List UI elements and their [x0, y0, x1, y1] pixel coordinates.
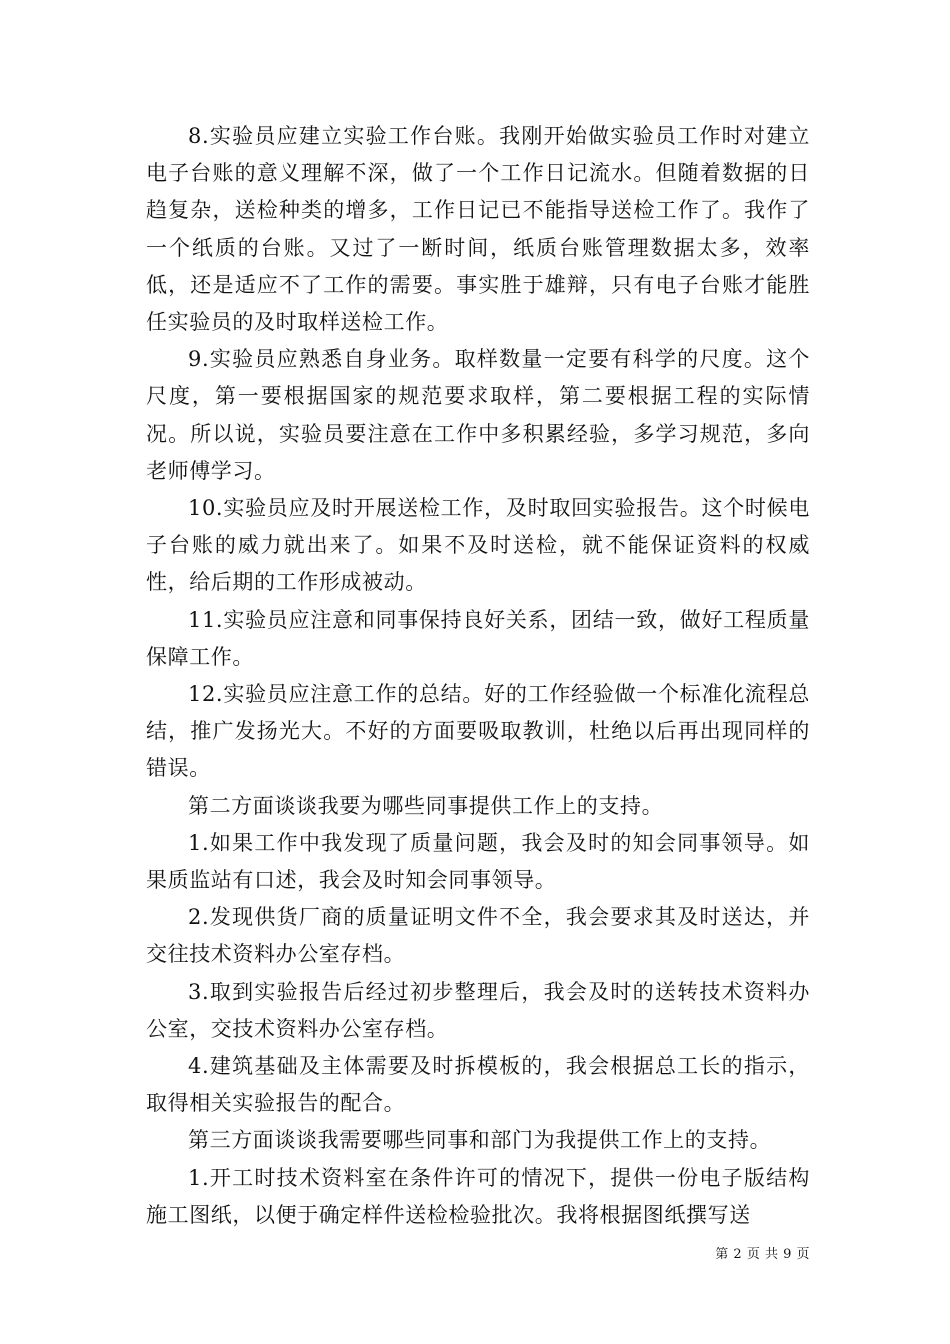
- section-two-item-3: 3.取到实验报告后经过初步整理后，我会及时的送转技术资料办公室，交技术资料办公室存档。: [146, 979, 810, 1041]
- paragraph-11-relations: 11.实验员应注意和同事保持良好关系，团结一致，做好工程质量保障工作。: [146, 607, 810, 669]
- paragraph-8-ledger: 8.实验员应建立实验工作台账。我刚开始做实验员工作时对建立电子台账的意义理解不深，做了一个工作日记流水。但随着数据的日趋复杂，送检种类的增多，工作日记已不能指导送检工作了。我作了一个纸质的台账。又过了一断时间，纸质台账管理数据太多，效率低，还是适应不了工作的需要。事实胜于雄辩，只有电子台账才能胜任实验员的及时取样送检工作。: [146, 124, 810, 335]
- paragraph-10-inspection: 10.实验员应及时开展送检工作，及时取回实验报告。这个时候电子台账的威力就出来了。如果不及时送检，就不能保证资料的权威性，给后期的工作形成被动。: [146, 496, 810, 595]
- section-two-item-4: 4.建筑基础及主体需要及时拆模板的，我会根据总工长的指示，取得相关实验报告的配合。: [146, 1054, 810, 1116]
- paragraph-9-business: 9.实验员应熟悉自身业务。取样数量一定要有科学的尺度。这个尺度，第一要根据国家的规范要求取样，第二要根据工程的实际情况。所以说，实验员要注意在工作中多积累经验，多学习规范，多向老师傅学习。: [146, 347, 810, 483]
- section-three-item-1: 1.开工时技术资料室在条件许可的情况下，提供一份电子版结构施工图纸，以便于确定样件送检检验批次。我将根据图纸撰写送: [146, 1165, 810, 1227]
- section-three-heading: 第三方面谈谈我需要哪些同事和部门为我提供工作上的支持。: [188, 1128, 772, 1153]
- section-two-item-1: 1.如果工作中我发现了质量问题，我会及时的知会同事领导。如果质监站有口述，我会及时知会同事领导。: [146, 830, 810, 893]
- section-two-item-2: 2.发现供货厂商的质量证明文件不全，我会要求其及时送达，并交往技术资料办公室存档。: [146, 905, 810, 967]
- paragraph-12-summary: 12.实验员应注意工作的总结。好的工作经验做一个标准化流程总结，推广发扬光大。不好的方面要吸取教训，杜绝以后再出现同样的错误。: [146, 682, 810, 781]
- page-number-footer: 第 2 页 共 9 页: [715, 1247, 810, 1262]
- document-body: [146, 118, 810, 1234]
- section-two-heading: 第二方面谈谈我要为哪些同事提供工作上的支持。: [188, 793, 664, 818]
